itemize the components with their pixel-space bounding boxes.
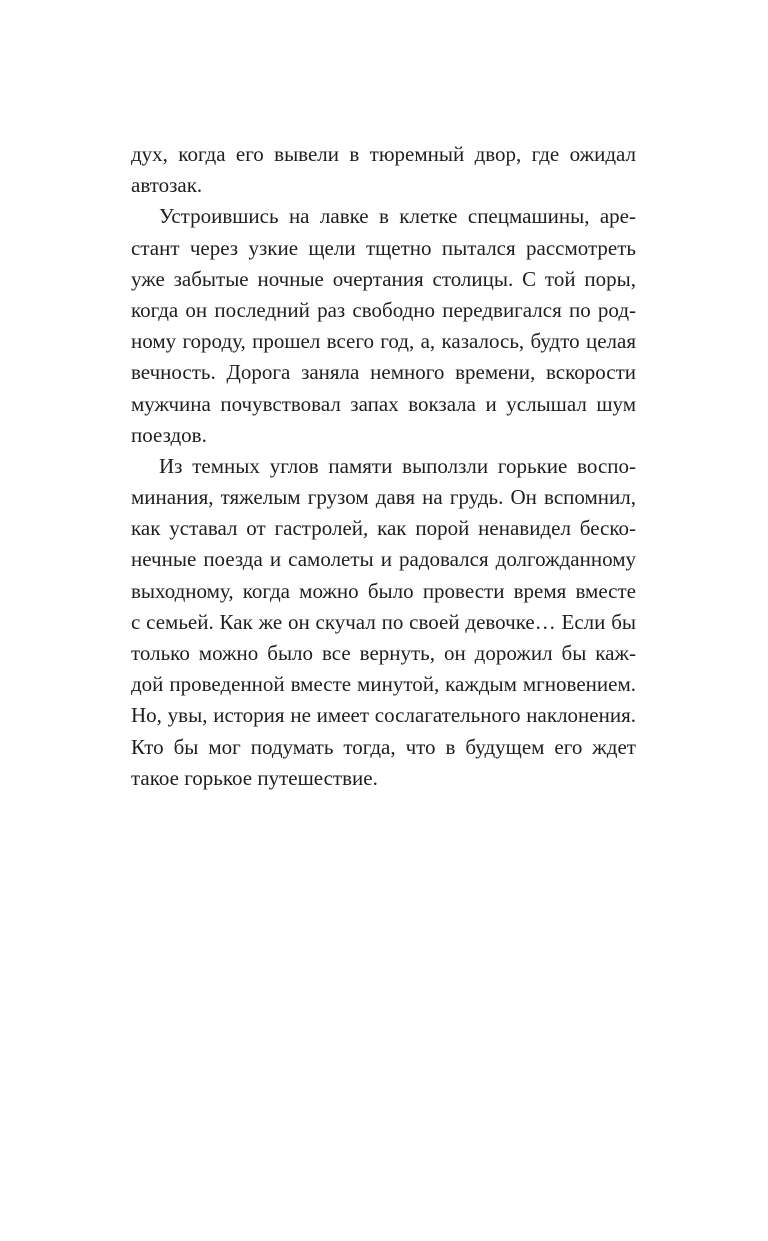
- text-line: ному городу, прошел всего год, а, казалось, будто целая: [131, 329, 636, 354]
- text-line: Кто бы мог подумать тогда, что в будущем его ждет: [131, 734, 636, 759]
- text-line: с семьей. Как же он скучал по своей девочке… Если бы: [131, 609, 636, 634]
- text-line: минания, тяжелым грузом давя на грудь. Он вспомнил,: [131, 485, 636, 510]
- text-line: когда он последний раз свободно передвигался по род-: [131, 297, 636, 322]
- paragraph-first-line: Устроившись на лавке в клетке спецмашины, аре-: [159, 204, 636, 229]
- text-line: дух, когда его вывели в тюремный двор, где ожидал: [131, 142, 636, 166]
- body-text: [131, 139, 636, 794]
- text-line: поездов.: [131, 422, 207, 447]
- text-line: автозак.: [131, 173, 203, 198]
- text-line: стант через узкие щели тщетно пытался рассмотреть: [131, 235, 636, 260]
- text-line: как уставал от гастролей, как порой ненавидел беско-: [131, 516, 636, 541]
- paragraph-first-line: Из темных углов памяти выползли горькие воспо-: [159, 453, 636, 478]
- text-line: нечные поезда и самолеты и радовался долгожданному: [131, 547, 636, 572]
- text-line: мужчина почувствовал запах вокзала и услышал шум: [131, 391, 636, 416]
- text-line: уже забытые ночные очертания столицы. С той поры,: [131, 266, 636, 291]
- text-line: вечность. Дорога заняла немного времени, вскорости: [131, 360, 636, 385]
- text-line: дой проведенной вместе минутой, каждым мгновением.: [131, 672, 636, 697]
- text-line: Но, увы, история не имеет сослагательного наклонения.: [131, 703, 636, 728]
- text-line: такое горькое путешествие.: [131, 765, 378, 790]
- text-line: только можно было все вернуть, он дорожил бы каж-: [131, 641, 636, 665]
- text-line: выходному, когда можно было провести время вместе: [131, 578, 636, 603]
